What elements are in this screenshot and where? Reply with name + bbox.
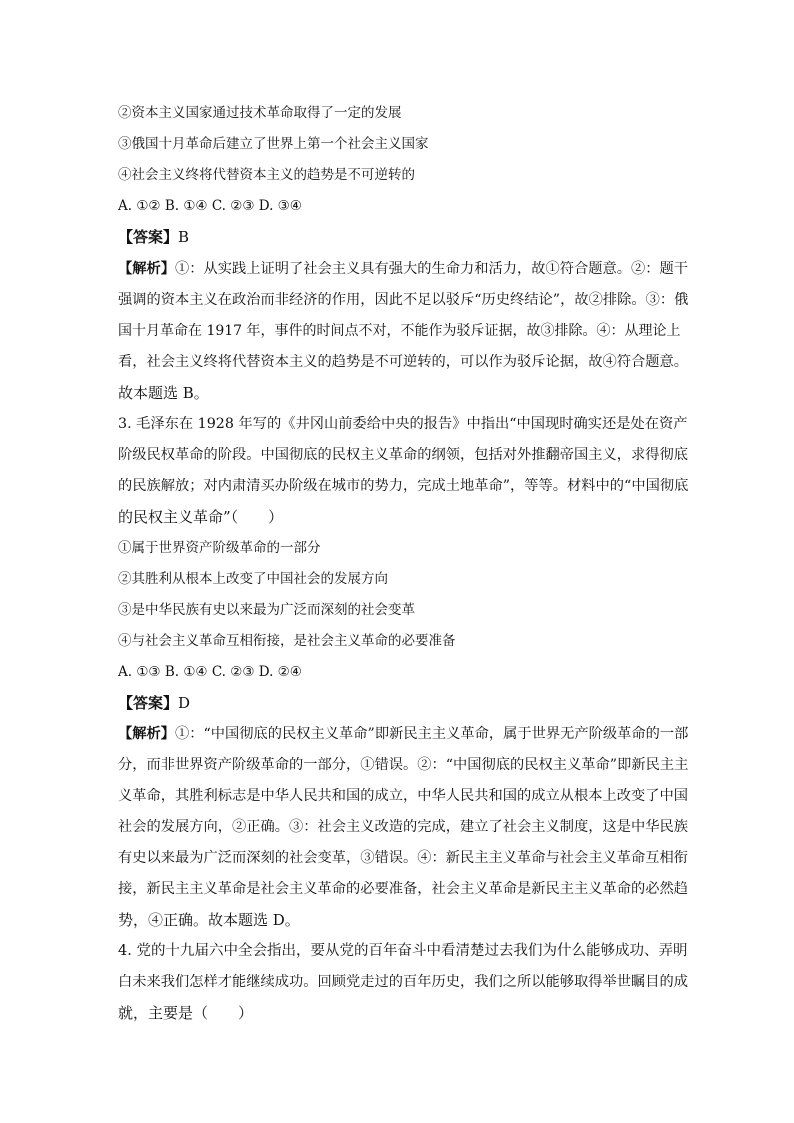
- q3-analysis-line: [118, 726, 688, 742]
- q3-analysis-line: 有史以来最为广泛而深刻的社会变革，③错误。④：新民主主义革命与社会主义革命互相衔: [118, 850, 689, 866]
- q2-analysis-line: 国十月革命在 1917 年，事件的时间点不对，不能作为驳斥证据，故③排除。④：从理论上: [118, 323, 681, 339]
- q2-analysis-line: [118, 261, 688, 277]
- answer-label: 【答案】: [118, 694, 179, 712]
- q3-option-1: ①属于世界资产阶级革命的一部分: [118, 540, 321, 556]
- q2-analysis-line: 强调的资本主义在政治而非经济的作用，因此不足以驳斥“历史终结论”，故②排除。③：俄: [118, 292, 689, 308]
- q2-option-2: ②资本主义国家通过技术革命取得了一定的发展: [118, 105, 402, 121]
- q3-analysis-line: 分，而非世界资产阶级革命的一部分，①错误。②：“中国彻底的民权主义革命”即新民主主: [118, 757, 689, 773]
- q2-analysis-line: 故本题选 B。: [118, 384, 209, 402]
- q3-stem-line: 3. 毛泽东在 1928 年写的《井冈山前委给中央的报告》中指出“中国现时确实还是处在资产: [118, 416, 688, 432]
- q2-analysis-line: 看，社会主义终将代替资本主义的趋势是不可逆转的，可以作为驳斥论据，故④符合题意。: [118, 354, 689, 370]
- q2-answer: [118, 229, 688, 245]
- analysis-label: 【解析】: [118, 726, 176, 742]
- analysis-label: 【解析】: [118, 261, 176, 277]
- q3-analysis-line: 社会的发展方向，②正确。③：社会主义改造的完成，建立了社会主义制度，这是中华民族: [118, 819, 689, 835]
- answer-value: B: [178, 228, 190, 246]
- analysis-text: ①：“中国彻底的民权主义革命”即新民主主义革命，属于世界无产阶级革命的一部: [175, 726, 689, 742]
- q3-stem-line: 阶级民权革命的阶段。中国彻底的民权主义革命的纲领，包括对外推翻帝国主义，求得彻底: [118, 447, 689, 463]
- q3-stem-line: 的民族解放；对内肃清买办阶级在城市的势力，完成土地革命”，等等。材料中的“中国彻底: [118, 478, 689, 494]
- q2-option-4: ④社会主义终将代替资本主义的趋势是不可逆转的: [118, 167, 415, 183]
- q3-option-2: ②其胜利从根本上改变了中国社会的发展方向: [118, 571, 388, 587]
- q3-answer: [118, 695, 688, 711]
- q4-stem-line: 就，主要是（ ）: [118, 1004, 254, 1022]
- analysis-text: ①：从实践上证明了社会主义具有强大的生命力和活力，故①符合题意。②：题干: [175, 261, 689, 277]
- q4-stem-line: 4. 党的十九届六中全会指出，要从党的百年奋斗中看清楚过去我们为什么能够成功、弄明: [118, 943, 688, 959]
- answer-label: 【答案】: [118, 228, 179, 246]
- q3-stem-line: 的民权主义革命”（ ）: [118, 508, 284, 526]
- q3-analysis-line: 势，④正确。故本题选 D。: [118, 911, 300, 929]
- q4-stem-line: 白未来我们怎样才能继续成功。回顾党走过的百年历史，我们之所以能够取得举世瞩目的成: [118, 974, 689, 990]
- q3-analysis-line: 义革命，其胜利标志是中华人民共和国的成立，中华人民共和国的成立从根本上改变了中国: [118, 788, 689, 804]
- q3-option-4: ④与社会主义革命互相衔接，是社会主义革命的必要准备: [118, 633, 456, 649]
- q2-choices: A. ①② B. ①④ C. ②③ D. ③④: [118, 198, 302, 214]
- q3-choices: A. ①③ B. ①④ C. ②③ D. ②④: [118, 664, 302, 680]
- q3-analysis-line: 接，新民主主义革命是社会主义革命的必要准备，社会主义革命是新民主主义革命的必然趋: [118, 881, 689, 897]
- q2-option-3: ③俄国十月革命后建立了世界上第一个社会主义国家: [118, 136, 429, 152]
- answer-value: D: [178, 694, 191, 712]
- q3-option-3: ③是中华民族有史以来最为广泛而深刻的社会变革: [118, 602, 415, 618]
